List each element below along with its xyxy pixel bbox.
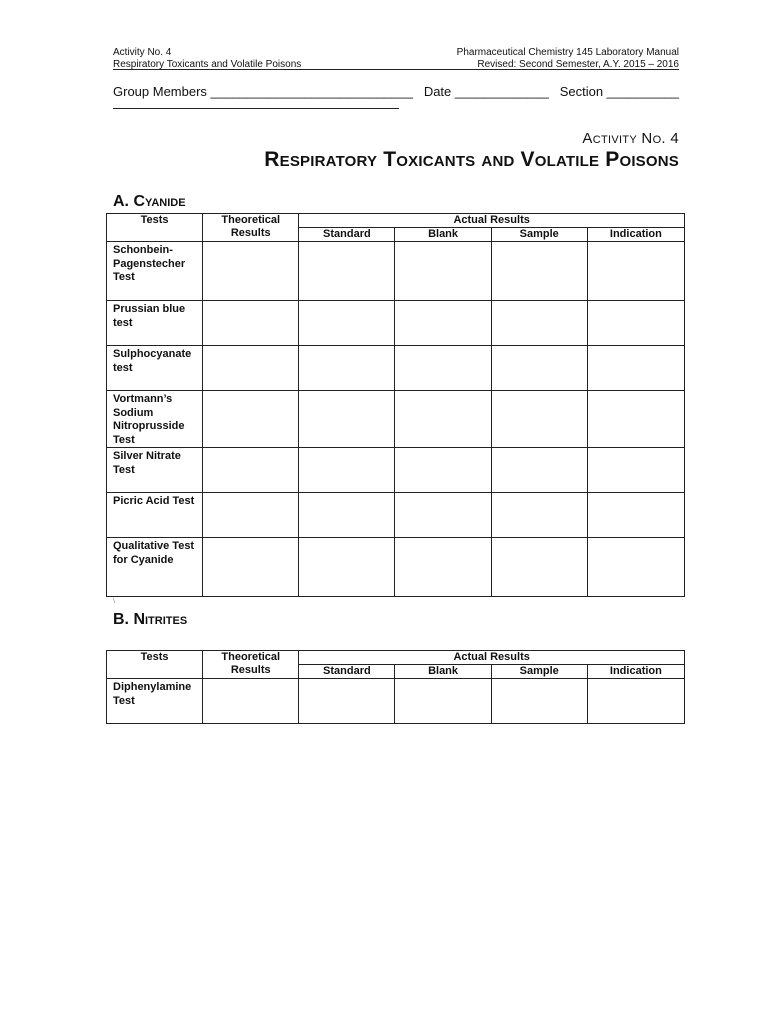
result-cell[interactable] <box>299 391 395 448</box>
table-row <box>107 391 685 448</box>
result-cell[interactable] <box>587 448 684 493</box>
col-indication: Indication <box>587 228 684 242</box>
result-cell[interactable] <box>491 391 587 448</box>
col-blank: Blank <box>395 665 491 679</box>
result-cell[interactable] <box>395 301 491 346</box>
result-cell[interactable] <box>491 448 587 493</box>
col-standard: Standard <box>299 665 395 679</box>
result-cell[interactable] <box>203 679 299 724</box>
page-header <box>113 47 679 71</box>
col-sample: Sample <box>491 228 587 242</box>
header-manual: Pharmaceutical Chemistry 145 Laboratory Manual <box>456 47 679 58</box>
section-b-title: B. Nitrites <box>113 611 188 628</box>
result-cell[interactable] <box>587 242 684 301</box>
stray-mark: \ <box>113 598 115 605</box>
table-row <box>107 448 685 493</box>
header-topic: Respiratory Toxicants and Volatile Poisons <box>113 59 302 70</box>
result-cell[interactable] <box>299 448 395 493</box>
test-name: Diphenylamine Test <box>107 679 203 724</box>
col-theoretical: Theoretical Results <box>203 214 299 242</box>
table-row <box>107 493 685 538</box>
table-row <box>107 538 685 597</box>
result-cell[interactable] <box>395 391 491 448</box>
test-name: Sulphocyanate test <box>107 346 203 391</box>
table-row <box>107 346 685 391</box>
section-field[interactable]: Section __________ <box>559 84 679 99</box>
test-name: Picric Acid Test <box>107 493 203 538</box>
result-cell[interactable] <box>395 679 491 724</box>
result-cell[interactable] <box>491 679 587 724</box>
result-cell[interactable] <box>587 493 684 538</box>
group-members-continuation-line <box>113 108 399 109</box>
col-blank: Blank <box>395 228 491 242</box>
result-cell[interactable] <box>203 242 299 301</box>
result-cell[interactable] <box>587 391 684 448</box>
col-indication: Indication <box>587 665 684 679</box>
section-a-title: A. Cyanide <box>113 193 186 210</box>
test-name: Vortmann’s Sodium Nitroprusside Test <box>107 391 203 448</box>
result-cell[interactable] <box>395 346 491 391</box>
col-standard: Standard <box>299 228 395 242</box>
result-cell[interactable] <box>299 346 395 391</box>
result-cell[interactable] <box>587 538 684 597</box>
header-divider <box>113 69 679 70</box>
header-revision: Revised: Second Semester, A.Y. 2015 – 2016 <box>477 59 679 70</box>
result-cell[interactable] <box>299 538 395 597</box>
table-row <box>107 301 685 346</box>
test-name: Silver Nitrate Test <box>107 448 203 493</box>
col-actual: Actual Results <box>299 214 685 228</box>
result-cell[interactable] <box>395 242 491 301</box>
result-cell[interactable] <box>395 538 491 597</box>
group-members-field[interactable]: Group Members ____________________________ <box>113 84 413 99</box>
test-name: Schonbein-Pagenstecher Test <box>107 242 203 301</box>
result-cell[interactable] <box>299 493 395 538</box>
date-field[interactable]: Date _____________ <box>423 84 549 99</box>
table-row <box>107 242 685 301</box>
col-theoretical: Theoretical Results <box>203 651 299 679</box>
test-name: Prussian blue test <box>107 301 203 346</box>
result-cell[interactable] <box>299 679 395 724</box>
page-title: Respiratory Toxicants and Volatile Poisons <box>264 148 679 171</box>
student-fields <box>113 84 679 99</box>
result-cell[interactable] <box>203 448 299 493</box>
result-cell[interactable] <box>587 346 684 391</box>
col-sample: Sample <box>491 665 587 679</box>
result-cell[interactable] <box>587 679 684 724</box>
test-name: Qualitative Test for Cyanide <box>107 538 203 597</box>
result-cell[interactable] <box>203 301 299 346</box>
header-activity: Activity No. 4 <box>113 47 172 58</box>
result-cell[interactable] <box>395 493 491 538</box>
result-cell[interactable] <box>491 301 587 346</box>
result-cell[interactable] <box>491 346 587 391</box>
result-cell[interactable] <box>203 346 299 391</box>
col-tests: Tests <box>107 651 203 679</box>
col-tests: Tests <box>107 214 203 242</box>
result-cell[interactable] <box>491 493 587 538</box>
result-cell[interactable] <box>299 301 395 346</box>
result-cell[interactable] <box>395 448 491 493</box>
activity-number: Activity No. 4 <box>582 130 679 147</box>
result-cell[interactable] <box>491 242 587 301</box>
result-cell[interactable] <box>587 301 684 346</box>
result-cell[interactable] <box>299 242 395 301</box>
result-cell[interactable] <box>491 538 587 597</box>
result-cell[interactable] <box>203 493 299 538</box>
result-cell[interactable] <box>203 391 299 448</box>
result-cell[interactable] <box>203 538 299 597</box>
col-actual: Actual Results <box>299 651 685 665</box>
cyanide-table <box>106 213 685 597</box>
nitrites-table <box>106 650 685 724</box>
table-row <box>107 679 685 724</box>
